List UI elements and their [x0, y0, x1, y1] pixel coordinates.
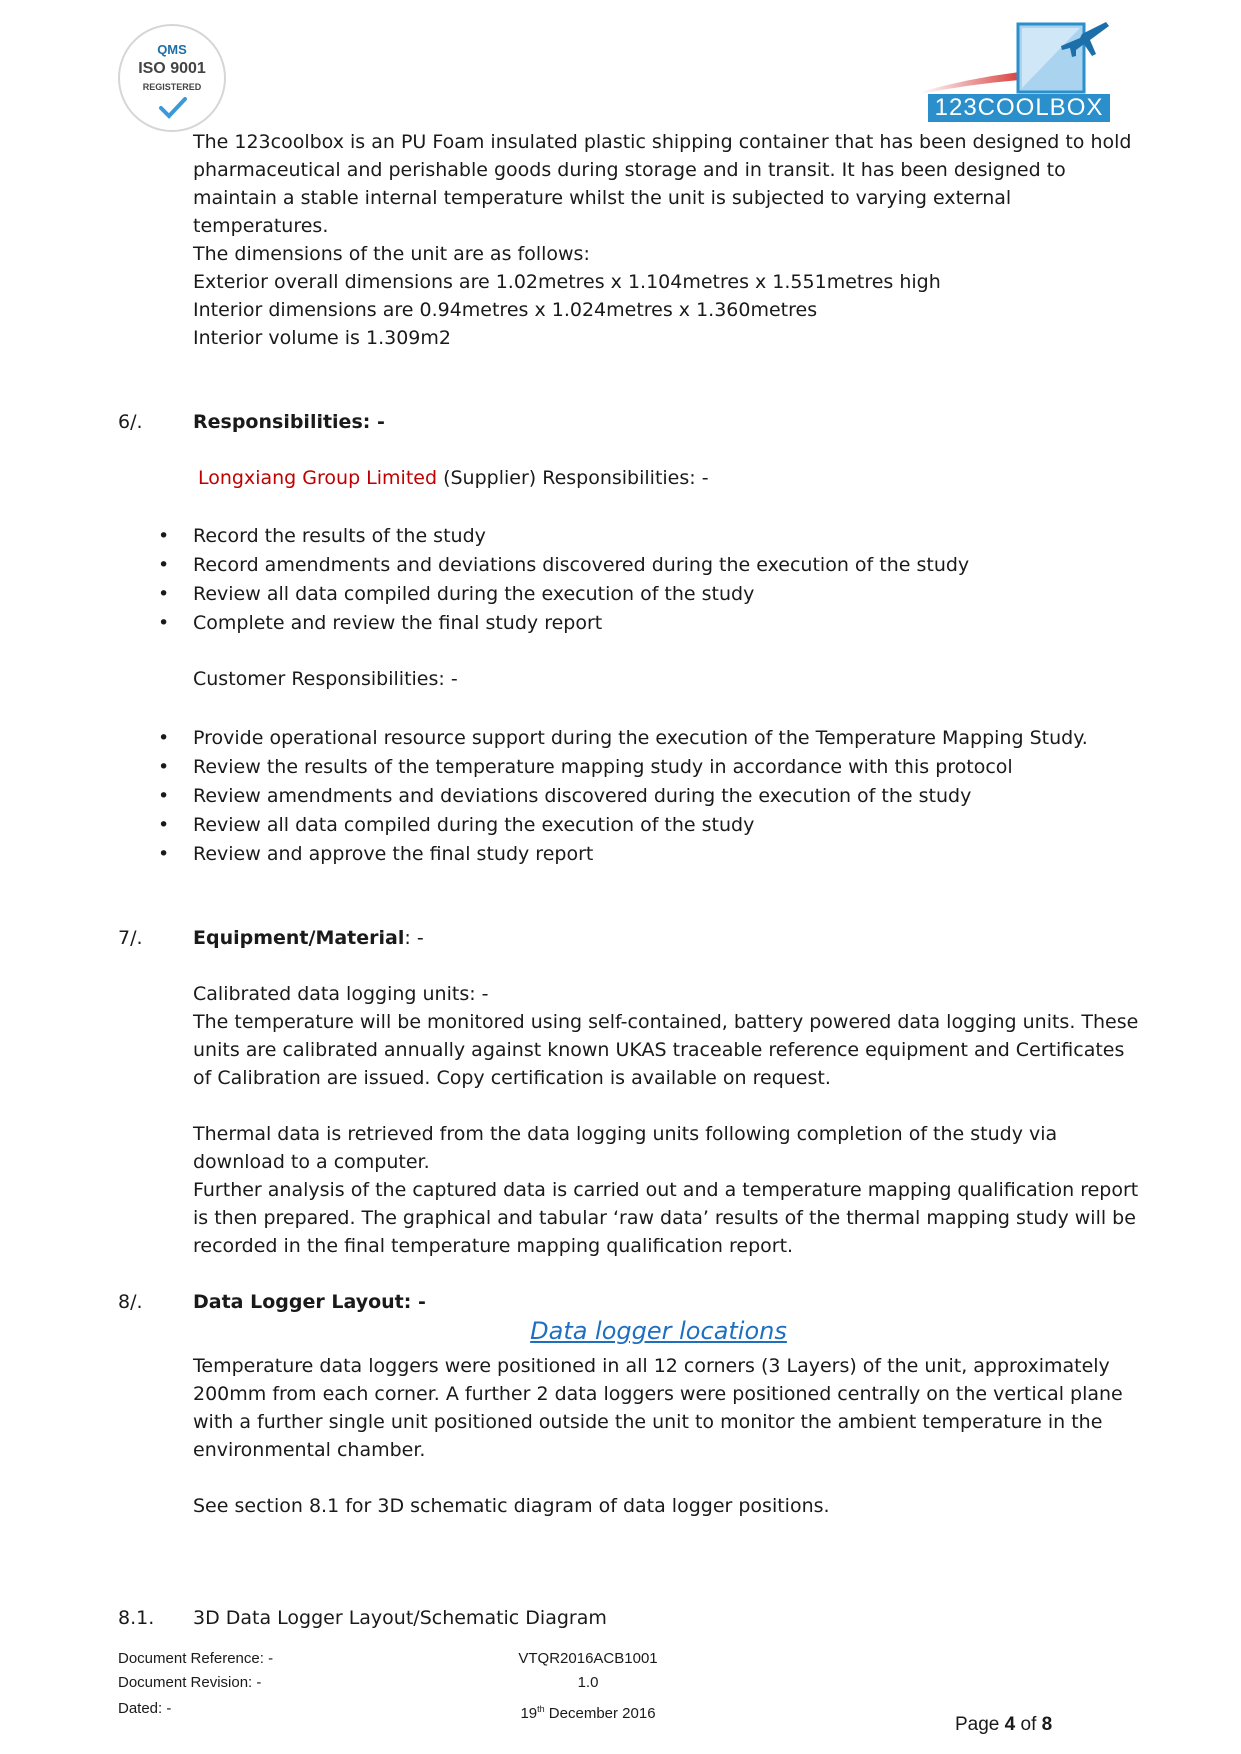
list-item: Review all data compiled during the execution of the study — [193, 814, 755, 836]
document-revision-value: 1.0 — [577, 1674, 599, 1691]
iso-label: ISO 9001 — [138, 60, 206, 77]
dated-label: Dated: - — [118, 1700, 172, 1717]
checkmark-icon — [158, 96, 188, 120]
section-7-heading-suffix: : - — [404, 927, 424, 949]
list-item: Review and approve the final study report — [193, 843, 594, 865]
bullet-icon: • — [158, 785, 170, 807]
bullet-icon: • — [158, 525, 170, 547]
page-total: 8 — [1041, 1714, 1053, 1735]
paragraph-line: of Calibration are issued. Copy certification is available on request. — [193, 1067, 831, 1089]
document-reference-value: VTQR2016ACB1001 — [518, 1650, 658, 1667]
bullet-icon: • — [158, 583, 170, 605]
bullet-icon: • — [158, 554, 170, 576]
section-8-number: 8/. — [118, 1291, 143, 1313]
intro-line: Interior volume is 1.309m2 — [193, 327, 451, 349]
section-7-heading — [193, 924, 424, 952]
see-section-note: See section 8.1 for 3D schematic diagram of data logger positions. — [193, 1495, 830, 1517]
intro-line: The 123coolbox is an PU Foam insulated plastic shipping container that has been designed to hold — [193, 131, 1132, 153]
list-item: Record the results of the study — [193, 525, 486, 547]
list-item: Record amendments and deviations discovered during the execution of the study — [193, 554, 970, 576]
brand-logo — [910, 20, 1120, 126]
page-number — [955, 1712, 1052, 1738]
document-revision-label: Document Revision: - — [118, 1674, 262, 1691]
intro-line: The dimensions of the unit are as follows: — [193, 243, 590, 265]
paragraph-line: units are calibrated annually against known UKAS traceable reference equipment and Certificates — [193, 1039, 1125, 1061]
section-8-1-heading: 3D Data Logger Layout/Schematic Diagram — [193, 1607, 607, 1629]
section-6-number: 6/. — [118, 411, 143, 433]
intro-line: temperatures. — [193, 215, 329, 237]
paragraph-line: with a further single unit positioned outside the unit to monitor the ambient temperature in the — [193, 1411, 1103, 1433]
page-current: 4 — [1004, 1714, 1016, 1735]
paragraph-line: Thermal data is retrieved from the data logging units following completion of the study via — [193, 1123, 1058, 1145]
bullet-icon: • — [158, 727, 170, 749]
section-8-1-number: 8.1. — [118, 1607, 155, 1629]
paragraph-line: environmental chamber. — [193, 1439, 426, 1461]
paragraph-line: Temperature data loggers were positioned in all 12 corners (3 Layers) of the unit, approximately — [193, 1355, 1110, 1377]
paragraph-line: download to a computer. — [193, 1151, 430, 1173]
date-day: 19 — [520, 1705, 538, 1722]
supplier-heading-suffix: (Supplier) Responsibilities: - — [437, 467, 709, 489]
page-prefix: Page — [955, 1714, 1005, 1735]
brand-wordmark: 123COOLBOX — [928, 94, 1110, 122]
paragraph-line: The temperature will be monitored using self-contained, battery powered data logging units. These — [193, 1011, 1139, 1033]
intro-line: maintain a stable internal temperature whilst the unit is subjected to varying external — [193, 187, 1012, 209]
registered-label: REGISTERED — [142, 82, 202, 92]
list-item: Review amendments and deviations discovered during the execution of the study — [193, 785, 972, 807]
section-7-heading-text: Equipment/Material — [193, 927, 405, 949]
list-item: Review all data compiled during the execution of the study — [193, 583, 755, 605]
date-suffix: th — [537, 1704, 545, 1714]
paragraph-line: recorded in the final temperature mapping qualification report. — [193, 1235, 794, 1257]
supplier-name: Longxiang Group Limited — [198, 467, 438, 489]
data-logger-locations-link[interactable]: Data logger locations — [530, 1317, 787, 1345]
customer-responsibilities-heading: Customer Responsibilities: - — [193, 668, 458, 690]
document-reference-label: Document Reference: - — [118, 1650, 274, 1667]
dated-value — [478, 1698, 698, 1725]
supplier-responsibilities-heading — [198, 464, 709, 492]
bullet-icon: • — [158, 843, 170, 865]
list-item: Review the results of the temperature mapping study in accordance with this protocol — [193, 756, 1013, 778]
paragraph-line: is then prepared. The graphical and tabular ‘raw data’ results of the thermal mapping study will be — [193, 1207, 1136, 1229]
page-of: of — [1015, 1714, 1042, 1735]
bullet-icon: • — [158, 814, 170, 836]
date-rest: December 2016 — [544, 1705, 656, 1722]
paragraph-line: Calibrated data logging units: - — [193, 983, 489, 1005]
list-item: Complete and review the final study report — [193, 612, 603, 634]
qms-label: QMS — [157, 42, 187, 57]
intro-line: pharmaceutical and perishable goods during storage and in transit. It has been designed to — [193, 159, 1066, 181]
bullet-icon: • — [158, 612, 170, 634]
section-6-heading: Responsibilities: - — [193, 411, 385, 433]
section-7-number: 7/. — [118, 927, 143, 949]
list-item: Provide operational resource support during the execution of the Temperature Mapping Study. — [193, 727, 1088, 749]
section-8-heading: Data Logger Layout: - — [193, 1291, 426, 1313]
intro-line: Exterior overall dimensions are 1.02metres x 1.104metres x 1.551metres high — [193, 271, 941, 293]
iso-9001-badge — [118, 24, 226, 132]
coolbox-logo-graphic — [910, 20, 1120, 98]
intro-line: Interior dimensions are 0.94metres x 1.024metres x 1.360metres — [193, 299, 818, 321]
bullet-icon: • — [158, 756, 170, 778]
paragraph-line: Further analysis of the captured data is carried out and a temperature mapping qualification report — [193, 1179, 1139, 1201]
paragraph-line: 200mm from each corner. A further 2 data loggers were positioned centrally on the vertical plane — [193, 1383, 1123, 1405]
